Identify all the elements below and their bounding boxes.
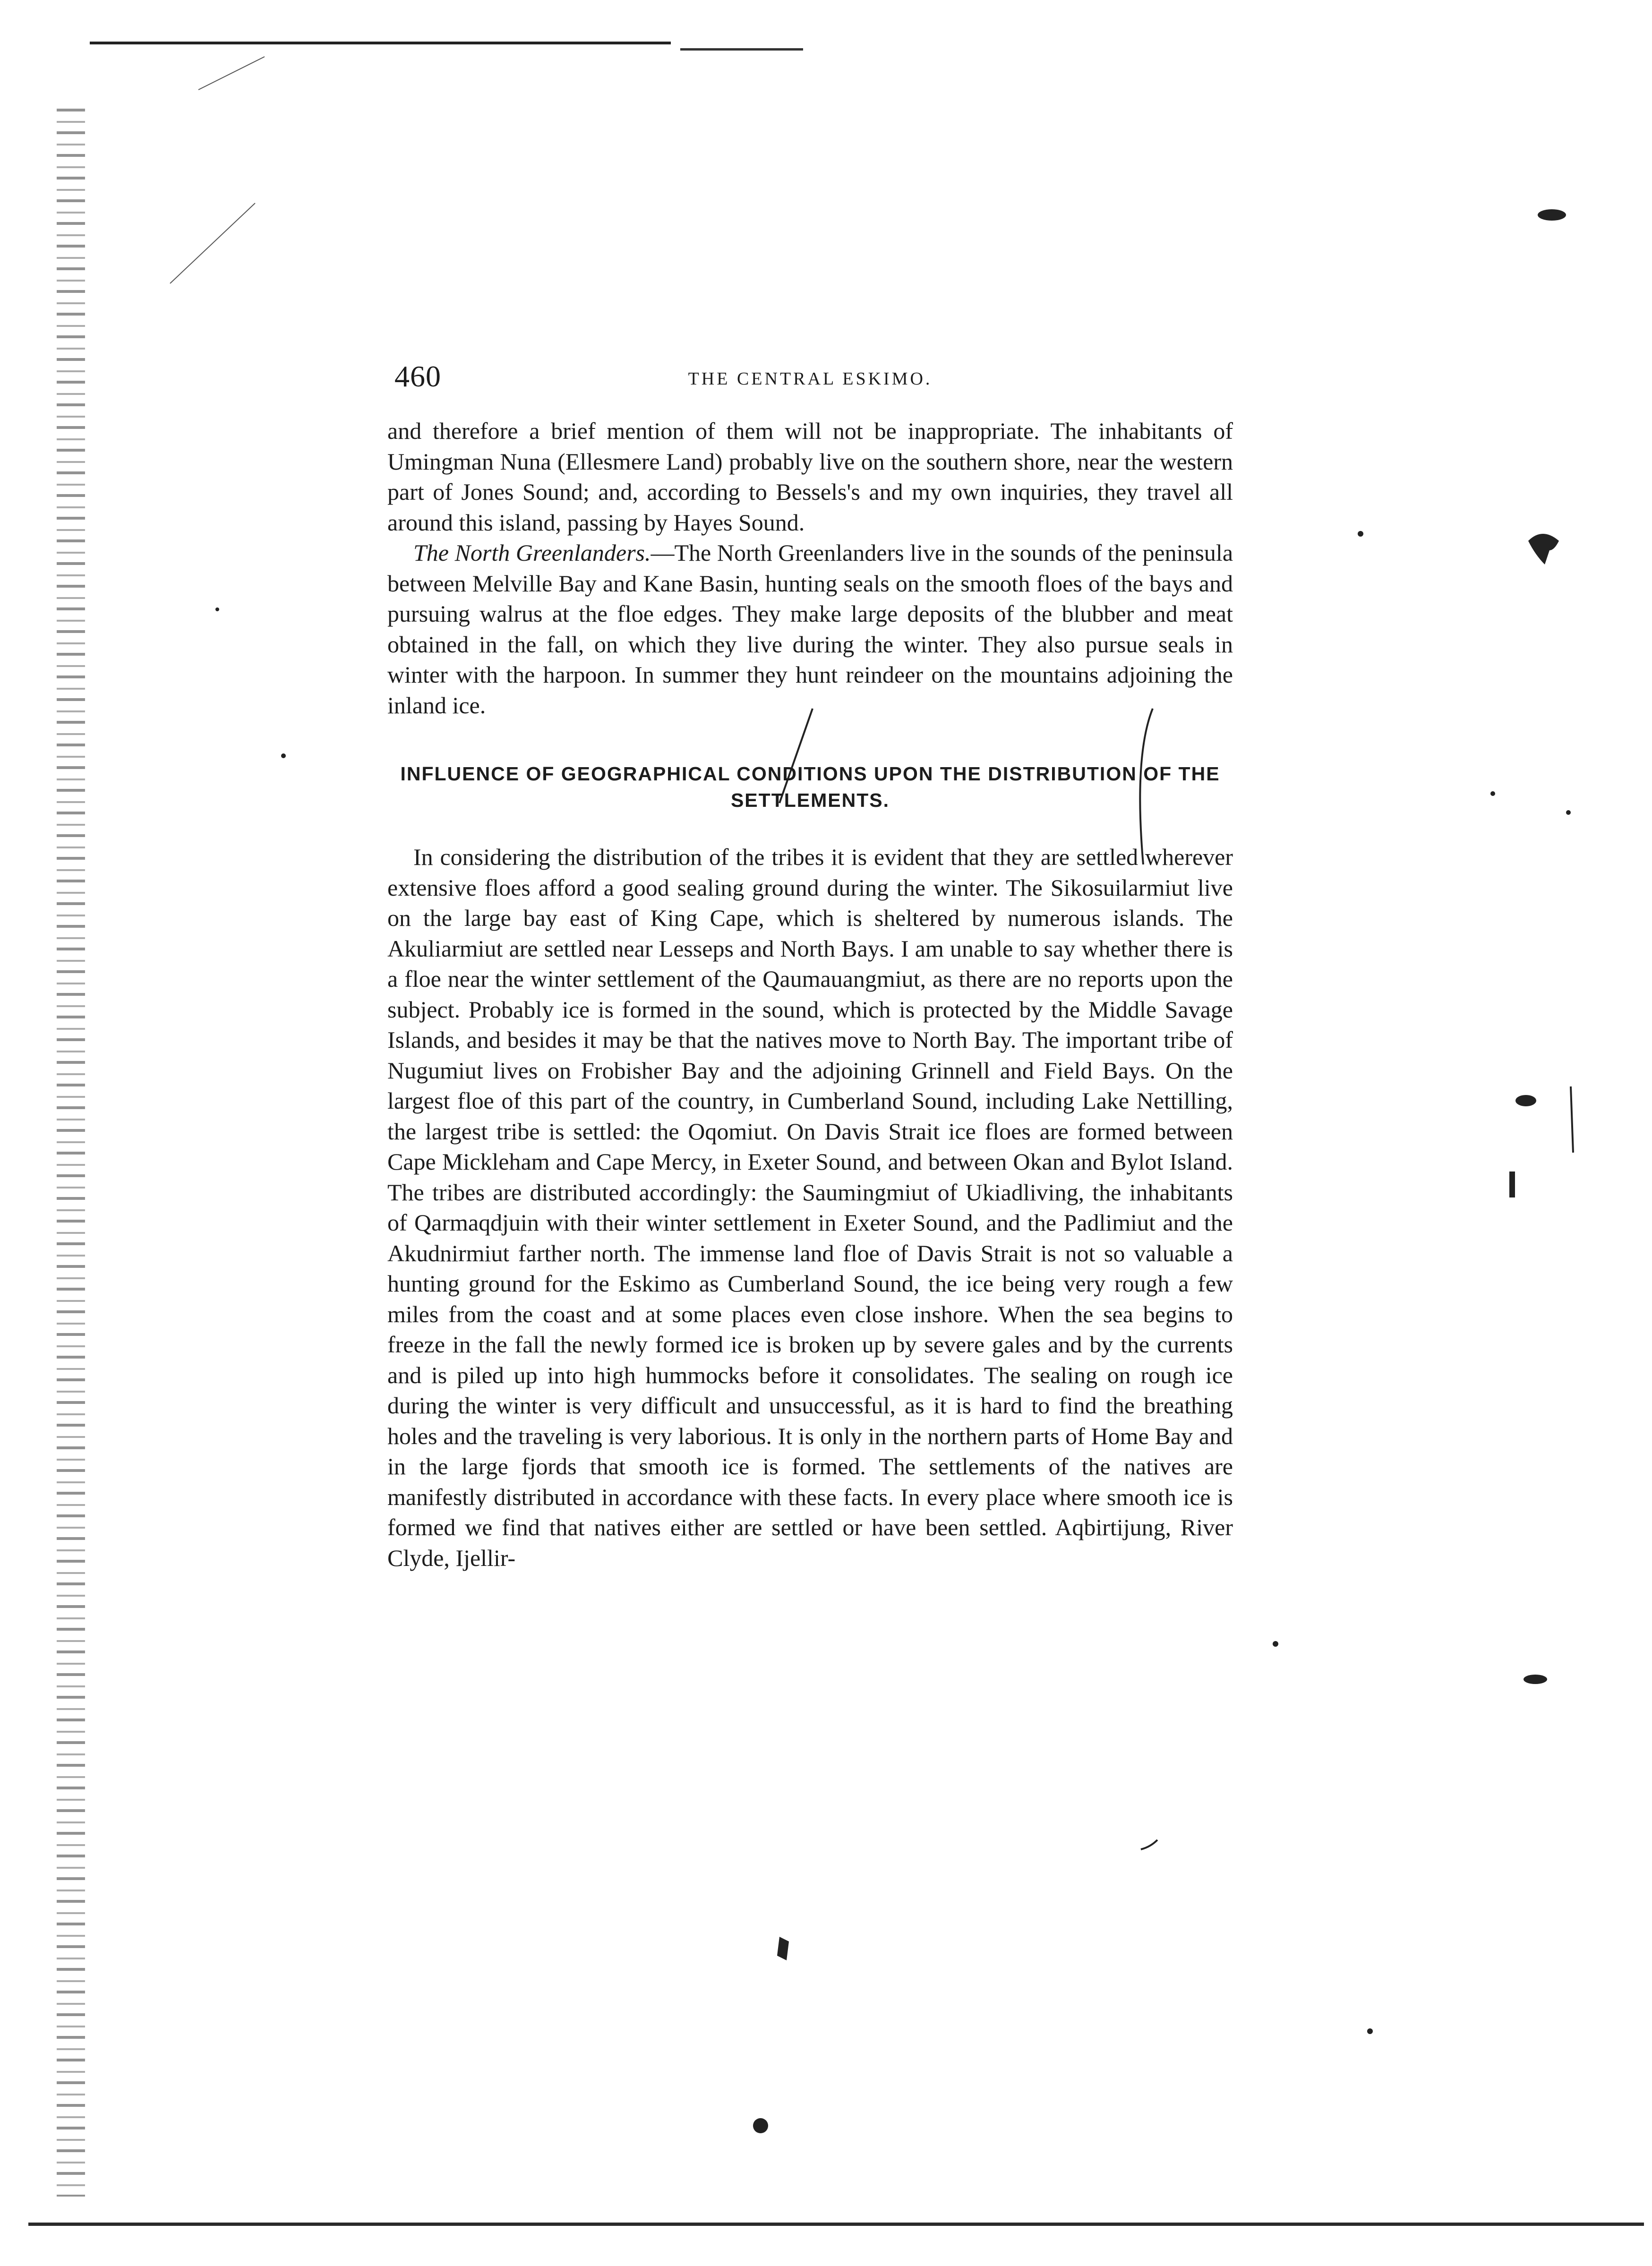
- page-header: [387, 359, 1233, 416]
- ink-blot: [1358, 531, 1363, 537]
- ink-blot: [1367, 2028, 1373, 2034]
- ink-blot: [1528, 534, 1559, 564]
- pen-stroke: [1571, 1086, 1573, 1153]
- paragraph-lead: The North Greenlanders.: [413, 539, 651, 566]
- ink-blot: [1566, 810, 1571, 815]
- ink-blot: [1538, 209, 1566, 221]
- ink-blot: [1490, 791, 1495, 796]
- page-body: [387, 359, 1233, 1573]
- section-heading: INFLUENCE OF GEOGRAPHICAL CONDITIONS UPON THE DISTRIBUTION OF THE SETTLEMENTS.: [400, 763, 1220, 811]
- ink-blot: [753, 2118, 768, 2133]
- ink-blot: [1273, 1641, 1278, 1647]
- bottom-rule: [28, 2223, 1644, 2226]
- ink-blot: [1524, 1675, 1547, 1684]
- scratch-line: [170, 203, 255, 283]
- scratch-line: [198, 57, 265, 90]
- ink-blot: [1509, 1171, 1515, 1197]
- paragraph-text: —The North Greenlanders live in the sounds of the peninsula between Melville Bay and Kane Basin, hunting seals on the smooth floes of the bays and pursuing walrus at the floe edges. They make large deposits of the blubber and meat obtained in the fall, on which they live during the winter. They also pursue seals in winter with the harpoon. In summer they hunt reindeer on the mountains adjoining the inland ice.: [387, 539, 1233, 718]
- top-rule: [680, 48, 803, 51]
- paragraph-distribution: In considering the distribution of the tribes it is evident that they are settled wherever extensive floes afford a good sealing ground during the winter. The Sikosuilarmiut live on the large bay east of King Cape, which is sheltered by numerous islands. The Akuliarmiut are settled near Lesseps and North Bays. I am unable to say whether there is a floe near the winter settlement of the Qaumauangmiut, as there are no reports upon the subject. Probably ice is formed in the sound, which is protected by the Middle Savage Islands, and besides it may be that the natives move to North Bay. The important tribe of Nugumiut lives on Frobisher Bay and the adjoining Grinnell and Field Bays. On the largest floe of this part of the country, in Cumberland Sound, including Lake Nettilling, the largest tribe is settled: the Oqomiut. On Davis Strait ice floes are formed between Cape Mickleham and Cape Mercy, in Exeter Sound, and between Okan and Bylot Island. The tribes are distributed accordingly: the Saumingmiut of Ukiadliving, the inhabitants of Qarmaqdjuin with their winter settlement in Exeter Sound, and the Padlimiut and the Akudnirmiut farther north. The immense land floe of Davis Strait is not so valuable a hunting ground for the Eskimo as Cumberland Sound, the ice being very rough a few miles from the coast and at some places even close inshore. When the sea begins to freeze in the fall the newly formed ice is broken up by severe gales and by the currents and is piled up into high hummocks before it consolidates. The sealing on rough ice during the winter is very difficult and unsuccessful, as it is hard to find the breathing holes and the traveling is very laborious. It is only in the northern parts of Home Bay and in the large fjords that smooth ice is formed. The settlements of the natives are manifestly distributed in accordance with these facts. In every place where smooth ice is formed we find that natives either are settled or have been settled. Aqbirtijung, River Clyde, Ijellir-: [387, 844, 1233, 1571]
- ink-blot: [281, 753, 286, 758]
- pen-stroke: [1141, 1840, 1157, 1849]
- paragraph-continuation: and therefore a brief mention of them will not be inappropriate. The inhabitants of Umingman Nuna (Ellesmere Land) probably live on the southern shore, near the western part of Jones Sound; and, according to Bessels's and my own inquiries, they travel all around this island, passing by Hayes Sound.: [387, 418, 1233, 536]
- page-number: 460: [394, 359, 441, 393]
- ink-blot: [1515, 1095, 1536, 1106]
- ink-blot: [777, 1937, 789, 1960]
- running-head: THE CENTRAL ESKIMO.: [688, 369, 933, 389]
- binding-edge-noise: [57, 109, 85, 2197]
- paragraph-north-greenlanders: [387, 538, 1233, 720]
- top-rule: [90, 42, 671, 44]
- ink-blot: [215, 607, 219, 611]
